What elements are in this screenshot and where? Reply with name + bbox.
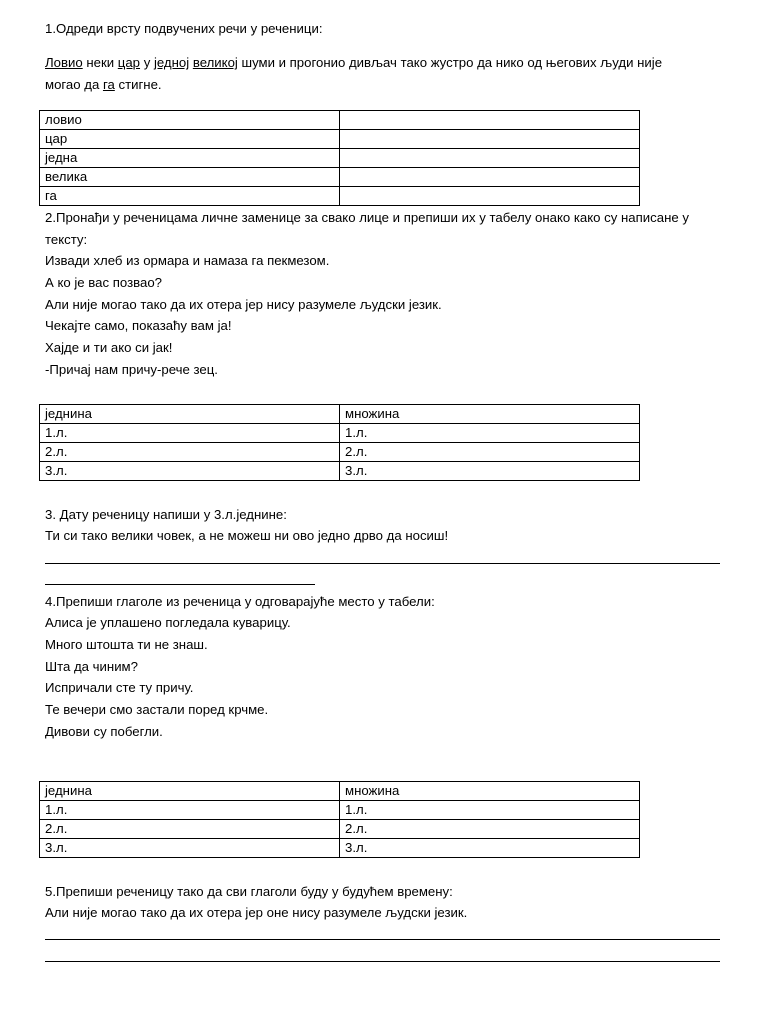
underlined-word-jednoj: једној [153,55,190,70]
task2-sentence: Хајде и ти ако си јак! [45,340,173,355]
word-cell: ловио [40,111,340,130]
person-cell[interactable]: 3.л. [340,839,640,858]
table-row [40,149,640,168]
task2-sentence: А ко је вас позвао? [45,275,162,290]
task1-heading: 1.Одреди врсту подвучених речи у реченици: [45,21,323,36]
column-header-plural: множина [340,782,640,801]
answer-line[interactable] [45,961,720,962]
person-cell[interactable]: 2.л. [40,443,340,462]
column-header-singular: једнина [40,782,340,801]
person-cell[interactable]: 2.л. [340,820,640,839]
table-header-row [40,782,640,801]
task1-sentence-line1 [45,55,662,71]
column-header-plural: множина [340,405,640,424]
sentence-text: могао да [45,77,103,92]
task5-heading: 5.Препиши реченицу тако да сви глаголи буду у будућем времену: [45,884,453,899]
task2-sentence: Чекајте само, показаћу вам ја! [45,318,232,333]
person-cell[interactable]: 1.л. [340,801,640,820]
person-cell[interactable]: 1.л. [40,801,340,820]
sentence-text: шуми и прогонио дивљач тако жустро да нико од његових људи није [237,55,663,70]
word-cell: велика [40,168,340,187]
word-cell: цар [40,130,340,149]
table-row [40,820,640,839]
sentence-text: стигне. [114,77,162,92]
table-row [40,187,640,206]
answer-cell[interactable] [340,111,640,130]
task2-sentence: Али није могао тако да их отера јер нису разумеле људски језик. [45,297,442,312]
underlined-word-ga: га [102,77,115,92]
task2-heading-line1: 2.Пронађи у реченицама личне заменице за свако лице и препиши их у табелу онако како су написане у [45,210,689,225]
table-row [40,168,640,187]
person-cell[interactable]: 2.л. [40,820,340,839]
underlined-word-velikoj: великој [192,55,238,70]
table-row [40,130,640,149]
answer-line[interactable] [45,939,720,940]
column-header-singular: једнина [40,405,340,424]
underlined-word-lovio: Ловио [45,55,83,70]
person-cell[interactable]: 1.л. [40,424,340,443]
table-row [40,111,640,130]
table-row [40,801,640,820]
task2-sentence: Извади хлеб из ормара и намаза га пекмезом. [45,253,330,268]
sentence-text: неки [82,55,118,70]
table-header-row [40,405,640,424]
task4-sentence: Шта да чиним? [45,659,138,674]
task4-sentence: Много штошта ти не знаш. [45,637,208,652]
task4-heading: 4.Препиши глаголе из реченица у одговарајуће место у табели: [45,594,435,609]
table-row [40,424,640,443]
task4-sentence: Испричали сте ту причу. [45,680,194,695]
task4-table [39,781,640,858]
answer-cell[interactable] [340,149,640,168]
task4-sentence: Алиса је уплашено погледала куварицу. [45,615,291,630]
sentence-text: у [140,55,154,70]
task2-table [39,404,640,481]
task2-sentence: -Причај нам причу-рече зец. [45,362,218,377]
task1-sentence-line2 [45,77,162,93]
person-cell[interactable]: 2.л. [340,443,640,462]
answer-line[interactable] [45,584,315,585]
answer-cell[interactable] [340,130,640,149]
person-cell[interactable]: 1.л. [340,424,640,443]
task4-sentence: Дивови су побегли. [45,724,163,739]
task3-heading: 3. Дату реченицу напиши у 3.л.једнине: [45,507,287,522]
table-row [40,462,640,481]
answer-line[interactable] [45,563,720,564]
person-cell[interactable]: 3.л. [40,839,340,858]
table-row [40,443,640,462]
answer-cell[interactable] [340,187,640,206]
task3-sentence: Ти си тако велики човек, а не можеш ни ово једно дрво да носиш! [45,528,449,543]
table-row [40,839,640,858]
word-cell: га [40,187,340,206]
task4-sentence: Те вечери смо застали поред крчме. [45,702,269,717]
answer-cell[interactable] [340,168,640,187]
task5-sentence: Али није могао тако да их отера јер оне нису разумеле људски језик. [45,905,468,920]
task2-heading-line2: тексту: [45,232,88,247]
person-cell[interactable]: 3.л. [40,462,340,481]
underlined-word-car: цар [117,55,141,70]
task1-table [39,110,640,206]
person-cell[interactable]: 3.л. [340,462,640,481]
word-cell: једна [40,149,340,168]
